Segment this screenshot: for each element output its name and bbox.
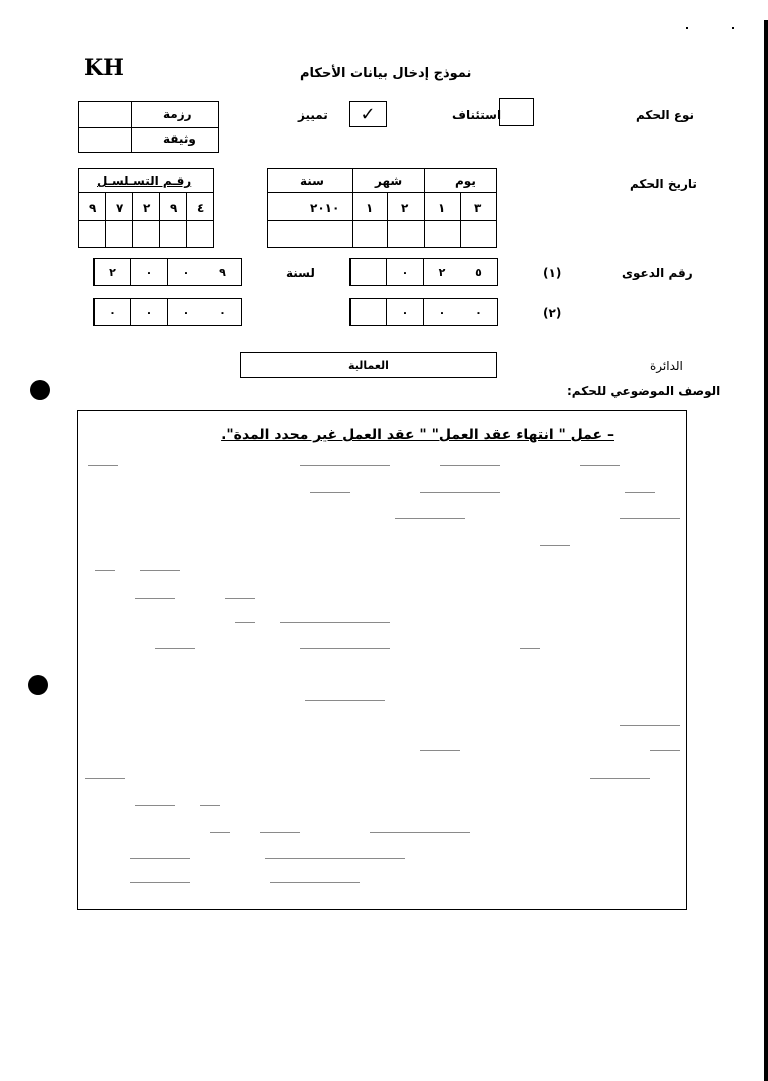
day-header: يوم — [455, 174, 476, 188]
cassation-checkbox[interactable]: ✓ — [349, 101, 387, 127]
punch-hole — [28, 675, 48, 695]
year-digit: ٠ — [94, 299, 130, 325]
serial-grid — [78, 168, 214, 248]
year-header: سنة — [300, 174, 324, 188]
case-number-row1[interactable] — [349, 258, 498, 286]
judgment-type-label: نوع الحكم — [636, 108, 695, 122]
case-digit — [350, 259, 386, 285]
description-box[interactable] — [77, 410, 687, 910]
case-digit: ٠ — [386, 259, 423, 285]
case-digit: ٠ — [423, 299, 460, 325]
description-label: الوصف الموضوعي للحكم: — [567, 384, 721, 398]
document-label: وثيقة — [163, 132, 196, 146]
form-title: نموذج إدخال بيانات الأحكام — [300, 66, 472, 81]
case-row1-marker: (١) — [543, 266, 562, 280]
appeal-label: استئناف — [452, 108, 502, 122]
judgment-date-label: تاريخ الحكم — [630, 177, 697, 191]
year-digit: ٠ — [167, 259, 204, 285]
department-label: الدائرة — [650, 359, 683, 373]
case-year-row2[interactable] — [93, 298, 242, 326]
day-digit: ١ — [438, 201, 446, 215]
year-digit: ٠ — [219, 305, 226, 319]
case-digit — [350, 299, 386, 325]
case-digit: ٥ — [475, 265, 482, 279]
year-digit: ٢ — [94, 259, 130, 285]
case-year-row1[interactable] — [93, 258, 242, 286]
year-digit: ٠ — [167, 299, 204, 325]
case-digit: ٠ — [475, 305, 482, 319]
month-digit: ٢ — [401, 201, 409, 215]
form-code: KH — [84, 55, 124, 81]
scan-mark — [686, 27, 688, 29]
month-digit: ١ — [366, 201, 374, 215]
scan-edge — [764, 20, 768, 1081]
year-label: لسنة — [286, 266, 315, 280]
serial-digit: ٩ — [89, 201, 97, 215]
year-digit: ٩ — [219, 265, 226, 279]
cassation-label: تمييز — [298, 108, 328, 122]
serial-digit: ٩ — [170, 201, 178, 215]
serial-digit: ٢ — [143, 201, 151, 215]
scan-mark — [732, 27, 734, 29]
year-digit: ٠ — [130, 259, 167, 285]
case-number-label: رقم الدعوى — [622, 266, 693, 280]
serial-digit: ٧ — [116, 201, 124, 215]
bundle-label: رزمة — [163, 107, 192, 121]
year-value: ٢٠١٠ — [310, 201, 340, 215]
serial-digit: ٤ — [197, 201, 205, 215]
case-digit: ٠ — [386, 299, 423, 325]
case-number-row2[interactable] — [349, 298, 498, 326]
day-digit: ٣ — [474, 201, 482, 215]
year-digit: ٠ — [130, 299, 167, 325]
serial-label: رقـم التسـلسـل — [97, 174, 192, 188]
judgment-date-grid — [267, 168, 497, 248]
bundle-box — [78, 101, 219, 153]
department-field[interactable]: العمالية — [240, 352, 497, 378]
description-text: – عمل " انتهاء عقد العمل" " عقد العمل غير محدد المدة". — [221, 427, 614, 443]
case-row2-marker: (٢) — [543, 306, 562, 320]
case-digit: ٢ — [423, 259, 460, 285]
appeal-checkbox[interactable] — [499, 98, 534, 126]
month-header: شهر — [375, 174, 403, 188]
punch-hole — [30, 380, 50, 400]
